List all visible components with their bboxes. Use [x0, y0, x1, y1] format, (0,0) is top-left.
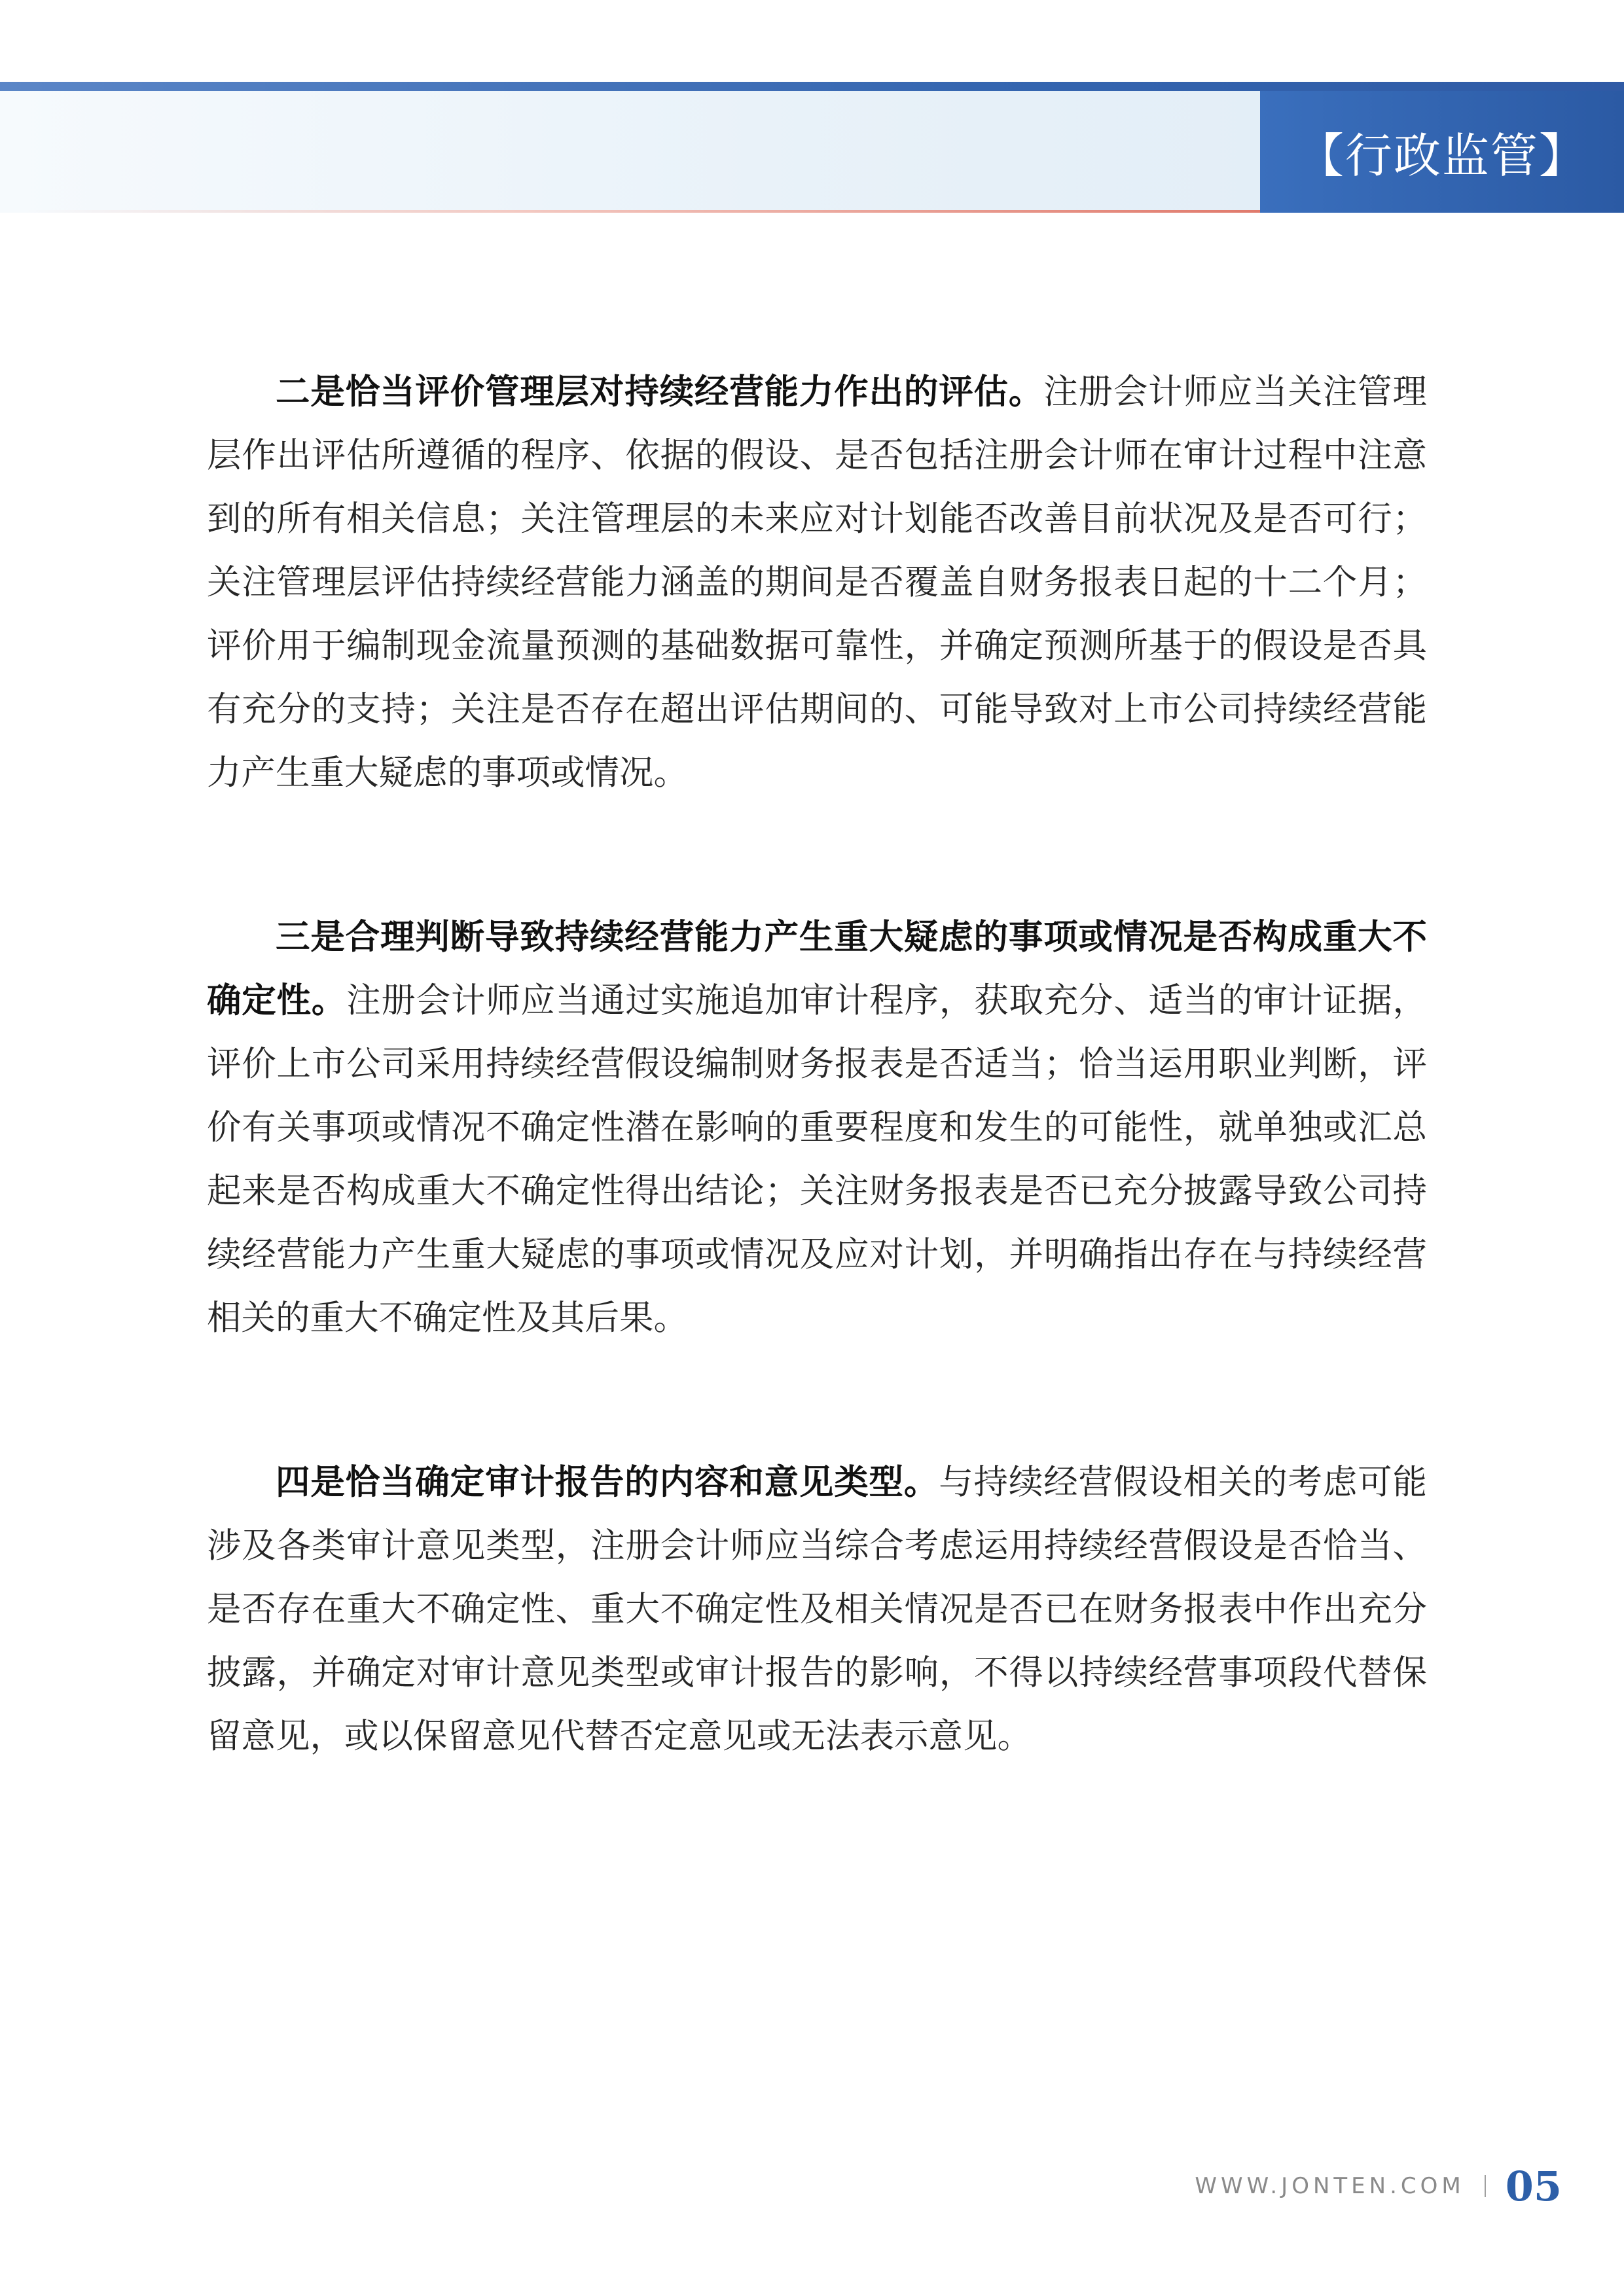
page-footer [1195, 2160, 1562, 2212]
paragraph-lead: 三是合理判断导致持续经营能力产生重大疑虑的事项或情况是否构成重大不确定性。 [207, 917, 1427, 1020]
paragraph-text: 注册会计师应当关注管理层作出评估所遵循的程序、依据的假设、是否包括注册会计师在审计过程中注意到的所有相关信息；关注管理层的未来应对计划能否改善目前状况及是否可行；关注管理层评估持续经营能力涵盖的期间是否覆盖自财务报表日起的十二个月；评价用于编制现金流量预测的基础数据可靠性，并确定预测所基于的假设是否具有充分的支持；关注是否存在超出评估期间的、可能导致对上市公司持续经营能力产生重大疑虑的事项或情况。 [207, 372, 1427, 793]
paragraph-lead: 二是恰当评价管理层对持续经营能力作出的评估。 [276, 372, 1044, 412]
header-background [0, 91, 1260, 213]
paragraph-audit-opinion [207, 1450, 1427, 1768]
paragraph-evaluate-assessment [207, 360, 1427, 804]
header-top-rule [0, 82, 1624, 91]
article-body [207, 360, 1427, 1869]
paragraph-material-uncertainty [207, 905, 1427, 1350]
page-number: 05 [1505, 2162, 1562, 2210]
section-label: 【行政监管】 [1296, 128, 1587, 183]
paragraph-lead: 四是恰当确定审计报告的内容和意见类型。 [276, 1462, 939, 1502]
footer-divider [1485, 2175, 1486, 2197]
website-url: WWW.JONTEN.COM [1195, 2173, 1465, 2199]
section-tab [1260, 91, 1624, 213]
paragraph-text: 与持续经营假设相关的考虑可能涉及各类审计意见类型，注册会计师应当综合考虑运用持续经营假设是否恰当、是否存在重大不确定性、重大不确定性及相关情况是否已在财务报表中作出充分披露，并确定对审计意见类型或审计报告的影响，不得以持续经营事项段代替保留意见，或以保留意见代替否定意见或无法表示意见。 [207, 1462, 1427, 1756]
header-accent-rule [26, 210, 1260, 213]
page-header [0, 82, 1624, 213]
paragraph-text: 注册会计师应当通过实施追加审计程序，获取充分、适当的审计证据，评价上市公司采用持续经营假设编制财务报表是否适当；恰当运用职业判断，评价有关事项或情况不确定性潜在影响的重要程度和发生的可能性，就单独或汇总起来是否构成重大不确定性得出结论；关注财务报表是否已充分披露导致公司持续经营能力产生重大疑虑的事项或情况及应对计划，并明确指出存在与持续经营相关的重大不确定性及其后果。 [207, 980, 1427, 1338]
